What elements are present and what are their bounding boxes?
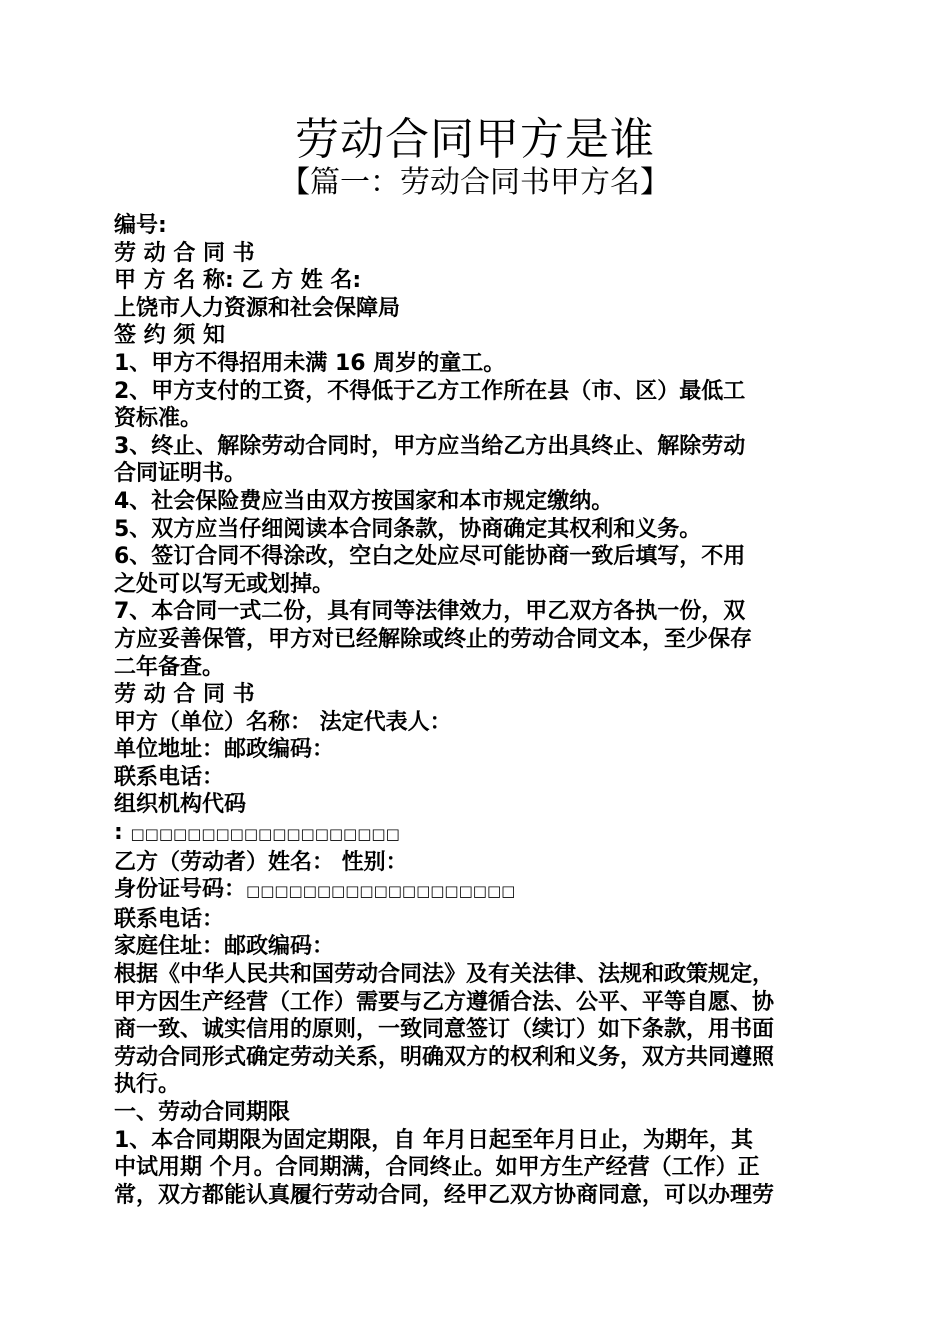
text-line: 编号:	[114, 213, 167, 238]
text-line: 劳动合同形式确定劳动关系，明确双方的权利和义务，双方共同遵照	[114, 1044, 775, 1070]
document-body	[114, 212, 844, 1209]
text-line: 组织机构代码	[114, 792, 247, 818]
text-line: 2、甲方支付的工资，不得低于乙方工作所在县（市、区）最低工	[114, 378, 746, 404]
document-title: 劳动合同甲方是谁	[295, 114, 655, 165]
text-line: 之处可以写无或划掉。	[114, 571, 335, 597]
text-line: 联系电话：	[114, 764, 225, 790]
text-line: 4、社会保险费应当由双方按国家和本市规定缴纳。	[114, 488, 614, 514]
text-line: 乙方（劳动者）姓名： 性别：	[114, 849, 408, 875]
text-line: 身份证号码：□□□□□□□□□□□□□□□□□□□	[114, 877, 516, 903]
text-line: 资标准。	[114, 406, 203, 432]
text-line: 1、甲方不得招用未满 16 周岁的童工。	[114, 350, 506, 376]
text-line: 7、本合同一式二份，具有同等法律效力，甲乙双方各执一份，双	[114, 599, 746, 625]
document-subtitle: 【篇一：劳动合同书甲方名】	[280, 165, 670, 200]
text-line: 商一致、诚实信用的原则，一致同意签订（续订）如下条款，用书面	[114, 1017, 775, 1043]
text-line: 二年备查。	[114, 654, 225, 680]
text-line: 5、双方应当仔细阅读本合同条款，协商确定其权利和义务。	[114, 516, 702, 542]
text-line: 甲方（单位）名称： 法定代表人：	[114, 709, 452, 735]
text-line: 根据《中华人民共和国劳动合同法》及有关法律、法规和政策规定，	[114, 962, 775, 988]
text-line: 中试用期 个月。合同期满，合同终止。如甲方生产经营（工作）正	[114, 1155, 760, 1181]
text-line: 上饶市人力资源和社会保障局	[114, 295, 401, 321]
text-line: 执行。	[114, 1072, 181, 1098]
text-line: 劳 动 合 同 书	[114, 240, 255, 266]
text-line: 合同证明书。	[114, 461, 247, 487]
text-line: 3、终止、解除劳动合同时，甲方应当给乙方出具终止、解除劳动	[114, 433, 746, 459]
text-line: 常，双方都能认真履行劳动合同，经甲乙双方协商同意，可以办理劳	[114, 1182, 775, 1208]
text-line: 一、劳动合同期限	[114, 1100, 291, 1125]
text-line: 劳 动 合 同 书	[114, 682, 255, 708]
text-line: 6、签订合同不得涂改，空白之处应尽可能协商一致后填写，不用	[114, 544, 746, 570]
text-line: 单位地址：邮政编码：	[114, 737, 335, 763]
text-line: 方应妥善保管，甲方对已经解除或终止的劳动合同文本，至少保存	[114, 626, 753, 652]
text-line: 家庭住址：邮政编码：	[114, 934, 335, 960]
text-line: 签 约 须 知	[114, 323, 225, 349]
text-line: 甲方因生产经营（工作）需要与乙方遵循合法、公平、平等自愿、协	[114, 989, 775, 1015]
text-line: 联系电话：	[114, 906, 225, 932]
text-line: 甲 方 名 称: 乙 方 姓 名:	[114, 268, 362, 294]
text-line: 1、本合同期限为固定期限，自 年月日起至年月日止，为期年，其	[114, 1127, 753, 1153]
text-line: : □□□□□□□□□□□□□□□□□□□	[114, 820, 400, 846]
